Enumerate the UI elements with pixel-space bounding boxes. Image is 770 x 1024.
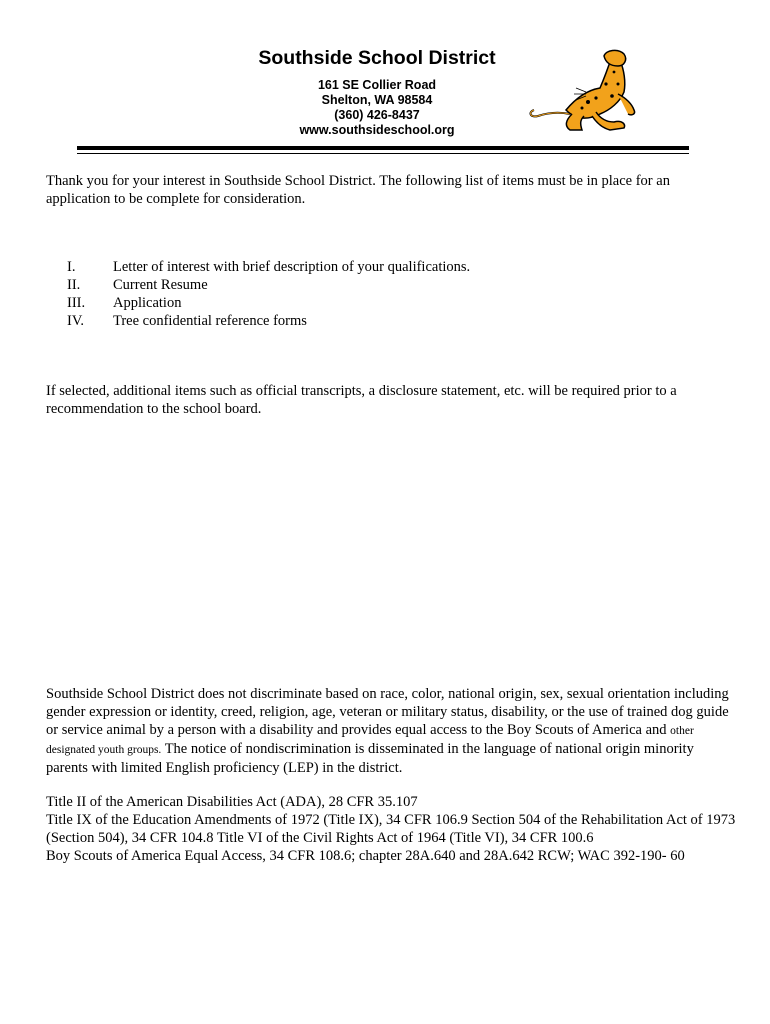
list-item-number: III.: [67, 295, 86, 311]
header-divider-thick: [77, 146, 689, 150]
nondiscrimination-youth-groups: other designated youth groups.: [46, 725, 694, 756]
header-divider-thin: [77, 153, 689, 154]
legal-boy-scouts: Boy Scouts of America Equal Access, 34 CFR 108.6; chapter 28A.640 and 28A.642 RCW; WAC 392-190- 60: [46, 848, 685, 864]
phone-number: (360) 426-8437: [334, 108, 420, 122]
legal-title-ix: Title IX of the Education Amendments of 1972 (Title IX), 34 CFR 106.9 Section 504 of the Rehabilitation Act of 1973 (Section 504), 34 CFR 104.8 Title VI of the Civil Rights Act of 1964 (Title VI), 34 CFR 100.6: [46, 812, 736, 846]
district-title: Southside School District: [258, 47, 496, 69]
website: www.southsideschool.org: [299, 123, 455, 137]
list-item-number: I.: [67, 259, 76, 275]
cougar-mascot-logo: [526, 48, 642, 136]
list-item-text: Current Resume: [113, 277, 208, 293]
intro-paragraph: Thank you for your interest in Southside School District. The following list of items must be in place for an application to be complete for consideration.: [46, 173, 670, 207]
list-item-text: Application: [113, 295, 182, 311]
nondiscrimination-part3: The notice of nondiscrimination is disseminated in the language of national origin minority parents with limited English proficiency (LEP) in the district.: [46, 741, 694, 776]
nondiscrimination-part1: Southside School District does not discriminate based on race, color, national origin, sex, sexual orientation including gender expression or identity, creed, religion, age, veteran or military status, disability, or the use of trained dog guide or service animal by a person with a disability and provides equal access to the Boy Scouts of America and: [46, 686, 729, 738]
list-item-text: Tree confidential reference forms: [113, 313, 307, 329]
address-line2: Shelton, WA 98584: [321, 93, 433, 107]
list-item-number: IV.: [67, 313, 85, 329]
list-item-number: II.: [67, 277, 81, 293]
additional-items-paragraph: If selected, additional items such as official transcripts, a disclosure statement, etc. will be required prior to a recommendation to the school board.: [46, 383, 677, 417]
legal-ada: Title II of the American Disabilities Act (ADA), 28 CFR 35.107: [46, 794, 418, 810]
legal-references: [46, 793, 736, 865]
list-item-text: Letter of interest with brief description of your qualifications.: [113, 259, 471, 275]
address-line1: 161 SE Collier Road: [317, 78, 437, 92]
nondiscrimination-statement: [46, 685, 736, 777]
